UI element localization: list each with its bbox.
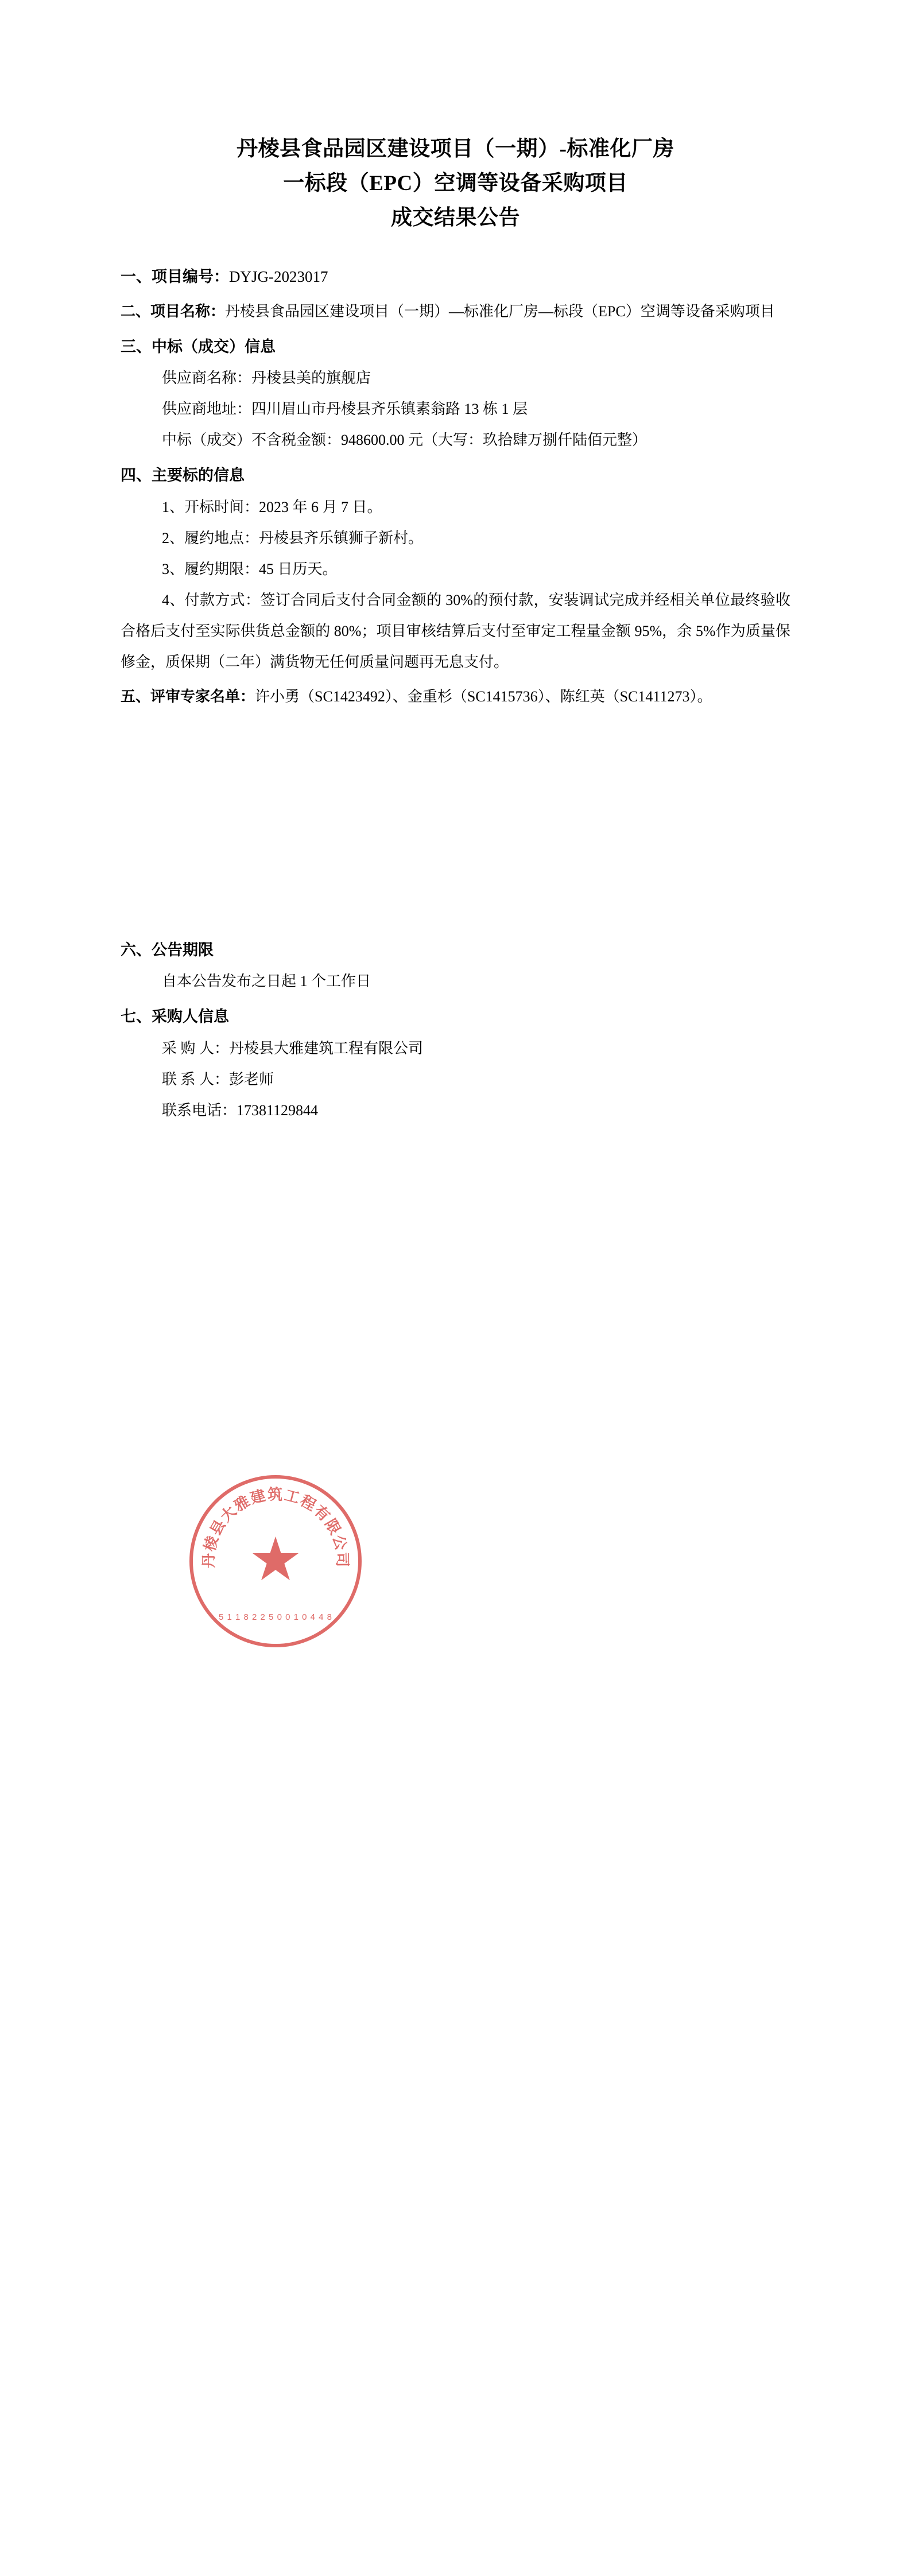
section-purchaser-info bbox=[121, 1000, 790, 1126]
section-6-value: 自本公告发布之日起 1 个工作日 bbox=[162, 973, 371, 990]
section-2-heading bbox=[121, 296, 790, 327]
contact-person-row bbox=[121, 1064, 790, 1095]
purchaser-row bbox=[121, 1033, 790, 1064]
supplier-name-value: 丹棱县美的旗舰店 bbox=[251, 370, 371, 387]
section-project-number bbox=[121, 261, 790, 293]
seal-circle bbox=[189, 1475, 362, 1647]
section-1-value: DYJG-2023017 bbox=[229, 267, 328, 285]
section-5-heading bbox=[121, 681, 790, 712]
section-5-label: 五、评审专家名单： bbox=[121, 688, 255, 705]
blank-spacer bbox=[121, 716, 790, 934]
contact-person-label: 联 系 人： bbox=[162, 1070, 230, 1088]
page-title bbox=[121, 132, 790, 235]
section-2-label: 二、项目名称： bbox=[121, 302, 226, 320]
title-line-3: 成交结果公告 bbox=[391, 205, 520, 230]
seal-ring-text-path: 丹棱县大雅建筑工程有限公司 bbox=[200, 1486, 351, 1569]
seal-ring-text bbox=[193, 1479, 358, 1644]
section-3-heading: 三、中标（成交）信息 bbox=[121, 338, 276, 356]
star-icon: ★ bbox=[251, 1533, 300, 1588]
section-1-heading bbox=[121, 261, 790, 293]
section-review-experts bbox=[121, 681, 790, 712]
supplier-address-row bbox=[121, 394, 790, 425]
subject-item-4: 4、付款方式：签订合同后支付合同金额的 30%的预付款，安装调试完成并经相关单位最终验收合格后支付至实际供货总金额的 80%；项目审核结算后支付至审定工程量金额 95%，余 5%作为质量保修金，质保期（二年）满货物无任何质量问题再无息支付。 bbox=[121, 591, 790, 670]
supplier-name-label: 供应商名称： bbox=[162, 370, 252, 387]
section-1-label: 一、项目编号： bbox=[121, 267, 229, 285]
title-line-2: 一标段（EPC）空调等设备采购项目 bbox=[283, 171, 628, 195]
company-seal bbox=[189, 1475, 362, 1647]
subject-item-2: 2、履约地点：丹棱县齐乐镇狮子新村。 bbox=[162, 529, 424, 546]
section-4-heading: 四、主要标的信息 bbox=[121, 467, 245, 484]
section-7-heading: 七、采购人信息 bbox=[121, 1008, 229, 1026]
section-6-heading: 六、公告期限 bbox=[121, 941, 214, 959]
section-5-value: 许小勇（SC1423492）、金重杉（SC1415736）、陈红英（SC1411273）。 bbox=[255, 688, 712, 705]
award-amount-label: 中标（成交）不含税金额： bbox=[162, 432, 342, 449]
supplier-address-label: 供应商地址： bbox=[162, 401, 252, 418]
supplier-address-value: 四川眉山市丹棱县齐乐镇素翁路 13 栋 1 层 bbox=[251, 401, 528, 418]
award-amount-value: 948600.00 元（大写：玖拾肆万捌仟陆佰元整） bbox=[341, 432, 648, 449]
contact-phone-row bbox=[121, 1095, 790, 1126]
contact-phone-value: 17381129844 bbox=[237, 1101, 319, 1119]
section-2-value: 丹棱县食品园区建设项目（一期）—标准化厂房—标段（EPC）空调等设备采购项目 bbox=[225, 302, 775, 320]
purchaser-label: 采 购 人： bbox=[162, 1039, 230, 1057]
contact-person-value: 彭老师 bbox=[229, 1070, 274, 1088]
section-main-subject bbox=[121, 459, 790, 678]
seal-bottom-text: 5 1 1 8 2 2 5 0 0 1 0 4 4 8 bbox=[219, 1612, 332, 1622]
section-project-name bbox=[121, 296, 790, 327]
section-winning-bidder bbox=[121, 331, 790, 456]
contact-phone-label: 联系电话： bbox=[162, 1101, 237, 1119]
svg-text:丹棱县大雅建筑工程有限公司 bbox=[200, 1485, 350, 1568]
title-line-1: 丹棱县食品园区建设项目（一期）-标准化厂房 bbox=[237, 137, 674, 161]
purchaser-value: 丹棱县大雅建筑工程有限公司 bbox=[229, 1039, 424, 1057]
subject-item-1: 1、开标时间：2023 年 6 月 7 日。 bbox=[162, 498, 382, 515]
award-amount-row bbox=[121, 425, 790, 456]
subject-item-3: 3、履约期限：45 日历天。 bbox=[162, 560, 338, 577]
section-announcement-period bbox=[121, 934, 790, 997]
document-body bbox=[0, 0, 911, 1126]
supplier-name-row bbox=[121, 363, 790, 394]
